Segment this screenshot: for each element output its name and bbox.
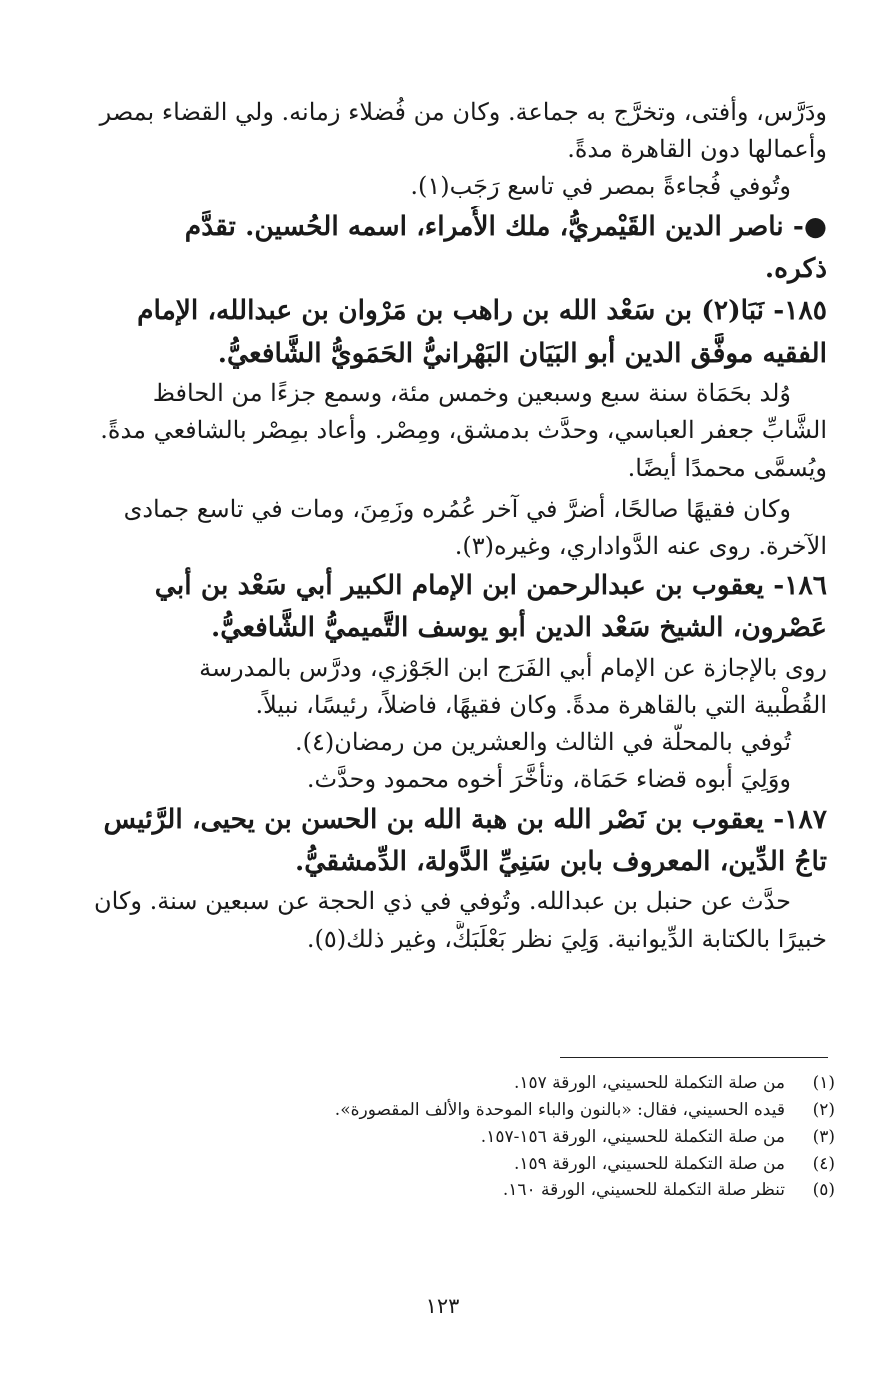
text-line: ويُسمَّى محمدًا أيضًا. [627, 453, 827, 482]
text-line: وتُوفي فُجاءةً بمصر في تاسع رَجَب(١). [410, 172, 791, 201]
text-line: ودَرَّس، وأفتى، وتخرَّج به جماعة. وكان من فُضلاء زمانه. ولي القضاء بمصر [99, 98, 827, 126]
text-line: وكان فقيهًا صالحًا، أضرَّ في آخر عُمُره وزَمِنَ، ومات في تاسع جمادى [123, 494, 791, 523]
text-line: وأعمالها دون القاهرة مدةً. [567, 135, 827, 164]
footnote-item [82, 1151, 835, 1178]
footnotes [82, 1070, 835, 1204]
entry-187-heading: ١٨٧- يعقوب بن نَصْر الله بن هبة الله بن الحسن بن يحيى، الرَّئيس [103, 803, 827, 835]
text-line: الشَّابِّ جعفر العباسي، وحدَّث بدمشق، ومِصْر. وأعاد بمِصْر بالشافعي مدةً. [100, 416, 827, 445]
footnote-number: (١) [812, 1073, 835, 1093]
page-number: ١٢٣ [425, 1294, 460, 1318]
entry-186-heading: ١٨٦- يعقوب بن عبدالرحمن ابن الإمام الكبير أبي سَعْد بن أبي [154, 570, 827, 602]
text-line: القُطْبية التي بالقاهرة مدةً. وكان فقيهًا، فاضلاً، رئيسًا، نبيلاً. [255, 691, 827, 720]
entry-187-heading: تاجُ الدِّين، المعروف بابن سَنِيِّ الدَّولة، الدِّمشقيُّ. [295, 845, 827, 877]
text-line: الآخرة. روى عنه الدَّواداري، وغيره(٣). [454, 531, 827, 560]
footnote-text: قيده الحسيني، فقال: «بالنون والباء الموحدة والألف المقصورة». [334, 1099, 785, 1120]
footnote-text: من صلة التكملة للحسيني، الورقة ١٥٧. [513, 1073, 785, 1093]
text-line: حدَّث عن حنبل بن عبدالله. وتُوفي في ذي الحجة عن سبعين سنة. وكان [94, 887, 791, 916]
footnote-item [82, 1177, 835, 1204]
footnote-divider [560, 1057, 828, 1058]
footnote-item [82, 1124, 835, 1151]
footnote-item [82, 1097, 835, 1124]
footnote-item [82, 1070, 835, 1097]
main-text [82, 94, 827, 958]
text-line: تُوفي بالمحلَّة في الثالث والعشرين من رمضان(٤). [294, 728, 791, 757]
footnote-text: تنظر صلة التكملة للحسيني، الورقة ١٦٠. [502, 1180, 785, 1201]
footnote-number: (٣) [812, 1126, 835, 1147]
footnote-text: من صلة التكملة للحسيني، الورقة ١٥٦-١٥٧. [480, 1126, 785, 1147]
entry-186-heading: عَصْرون، الشيخ سَعْد الدين أبو يوسف التَّميميُّ الشَّافعيُّ. [211, 612, 827, 644]
footnote-number: (٥) [812, 1180, 835, 1201]
entry-185-heading: الفقيه موفَّق الدين أبو البَيَان البَهْرانيُّ الحَمَويُّ الشَّافعيُّ. [217, 337, 827, 369]
entry-heading-line: ●- ناصر الدين القَيْمريُّ، ملك الأُمراء، اسمه الحُسين. تقدَّم [184, 210, 827, 242]
footnote-text: من صلة التكملة للحسيني، الورقة ١٥٩. [513, 1153, 785, 1174]
text-line: وُلد بحَمَاة سنة سبع وسبعين وخمس مئة، وسمع جزءًا من الحافظ [152, 379, 791, 408]
entry-185-heading: ١٨٥- نَبَا(٢) بن سَعْد الله بن راهب بن مَرْوان بن عبدالله، الإمام [137, 295, 827, 327]
footnote-number: (٤) [812, 1153, 835, 1174]
text-line: ووَلِيَ أبوه قضاء حَمَاة، وتأخَّرَ أخوه محمود وحدَّث. [306, 765, 791, 794]
footnote-number: (٢) [812, 1099, 835, 1120]
text-line: خبيرًا بالكتابة الدِّيوانية. وَلِيَ نظر بَعْلَبَكَّ، وغير ذلك(٥). [306, 924, 827, 953]
text-line: روى بالإجازة عن الإمام أبي الفَرَج ابن الجَوْزي، ودرَّس بالمدرسة [199, 653, 827, 682]
entry-heading-line: ذكره. [764, 252, 827, 284]
